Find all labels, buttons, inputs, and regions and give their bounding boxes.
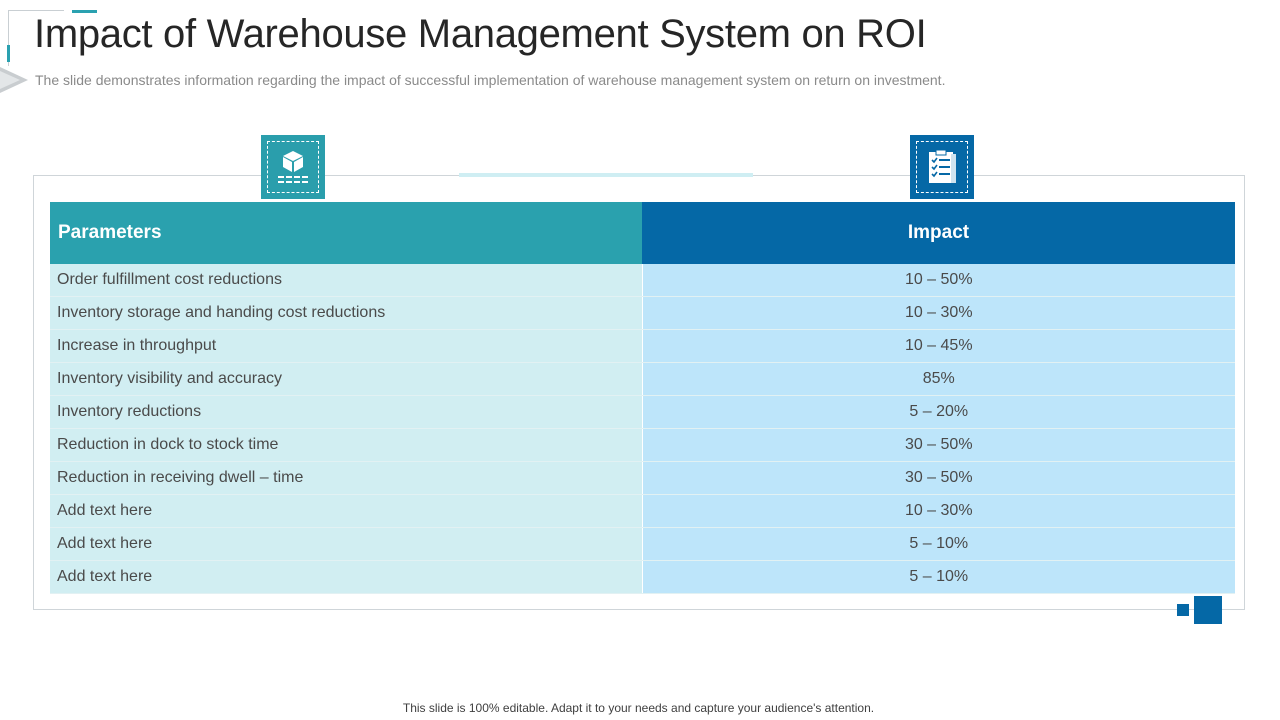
- package-scale-icon: [272, 146, 314, 188]
- parameter-cell: Reduction in receiving dwell – time: [50, 462, 642, 495]
- table-row: [50, 528, 1235, 561]
- impact-cell: 85%: [642, 363, 1235, 396]
- impact-table: [50, 202, 1235, 594]
- table-row: [50, 330, 1235, 363]
- parameter-cell: Add text here: [50, 561, 642, 594]
- impact-cell: 10 – 30%: [642, 297, 1235, 330]
- parameter-cell: Inventory reductions: [50, 396, 642, 429]
- parameter-cell: Increase in throughput: [50, 330, 642, 363]
- impact-cell: 10 – 45%: [642, 330, 1235, 363]
- parameter-cell: Add text here: [50, 528, 642, 561]
- slide-subtitle: The slide demonstrates information regarding the impact of successful implementation of warehouse management system on return on investment.: [35, 72, 946, 88]
- impact-cell: 5 – 10%: [642, 561, 1235, 594]
- header-impact: Impact: [642, 202, 1235, 264]
- impact-cell: 30 – 50%: [642, 462, 1235, 495]
- package-scale-icon-box: [261, 135, 325, 199]
- impact-cell: 10 – 30%: [642, 495, 1235, 528]
- corner-decoration-line: [8, 10, 64, 11]
- parameter-cell: Reduction in dock to stock time: [50, 429, 642, 462]
- corner-arrow-icon: [0, 67, 28, 93]
- parameter-cell: Order fulfillment cost reductions: [50, 264, 642, 297]
- table-row: [50, 429, 1235, 462]
- table-row: [50, 297, 1235, 330]
- parameter-cell: Add text here: [50, 495, 642, 528]
- table-row: [50, 561, 1235, 594]
- impact-cell: 5 – 20%: [642, 396, 1235, 429]
- corner-accent-bar: [7, 45, 10, 62]
- parameter-cell: Inventory visibility and accuracy: [50, 363, 642, 396]
- table-row: [50, 462, 1235, 495]
- frame-accent-bar: [459, 173, 753, 177]
- impact-cell: 5 – 10%: [642, 528, 1235, 561]
- footer-note: This slide is 100% editable. Adapt it to your needs and capture your audience's attention.: [402, 701, 875, 715]
- table-header-row: [50, 202, 1235, 264]
- header-parameters: Parameters: [50, 202, 642, 264]
- table-row: [50, 363, 1235, 396]
- table-row: [50, 495, 1235, 528]
- impact-cell: 30 – 50%: [642, 429, 1235, 462]
- table-row: [50, 396, 1235, 429]
- slide-title: Impact of Warehouse Management System on ROI: [34, 12, 927, 56]
- table-row: [50, 264, 1235, 297]
- decorative-square: [1194, 596, 1222, 624]
- checklist-clipboard-icon: [921, 146, 963, 188]
- decorative-square: [1177, 604, 1189, 616]
- parameter-cell: Inventory storage and handing cost reductions: [50, 297, 642, 330]
- checklist-icon-box: [910, 135, 974, 199]
- impact-cell: 10 – 50%: [642, 264, 1235, 297]
